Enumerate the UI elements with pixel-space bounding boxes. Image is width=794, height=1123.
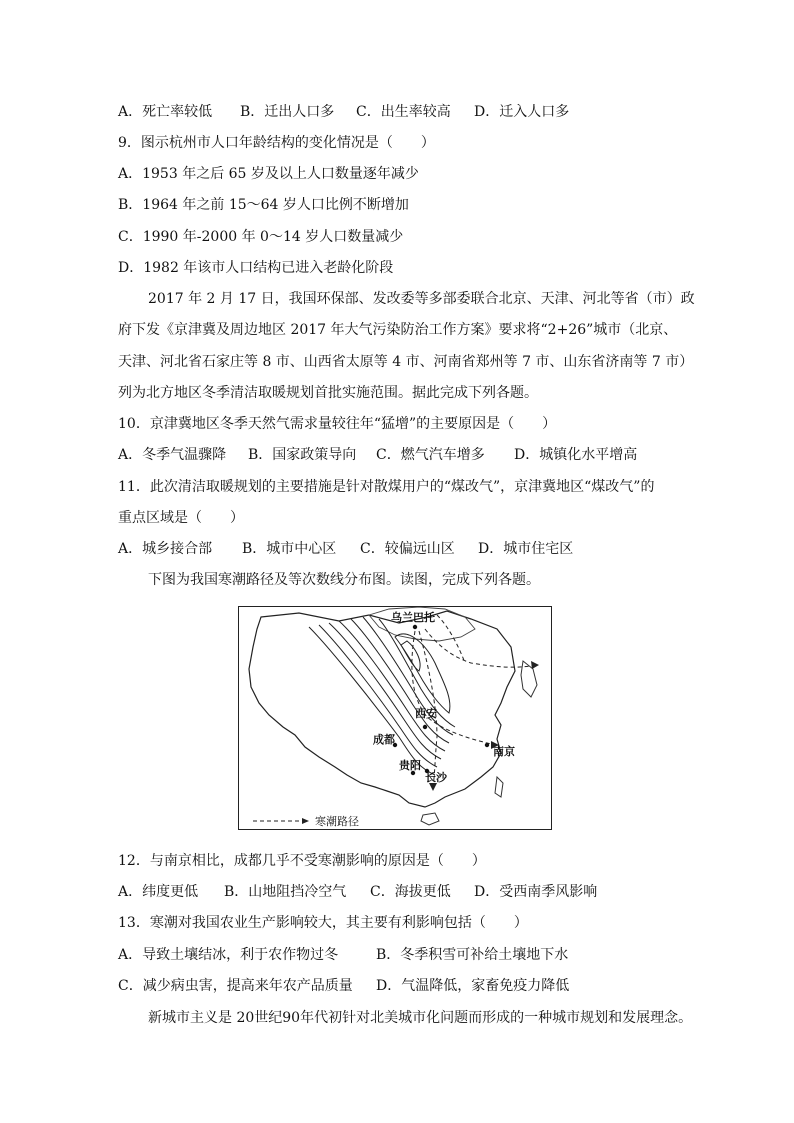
q11-stem-line1: 11．此次清洁取暖规划的主要措施是针对散煤用户的“煤改气”，京津冀地区“煤改气”的 [118,479,655,495]
map-intro: 下图为我国寒潮路径及等次数线分布图。读图，完成下列各题。 [148,572,540,588]
q10-option-a: A．冬季气温骤降 [118,447,227,463]
isoline-small-loop [401,641,420,671]
isoline-1 [309,627,435,775]
q8-option-b: B．迁出人口多 [240,104,335,120]
q12-option-a: A．纬度更低 [118,884,199,900]
q10-option-c: C．燃气汽车增多 [376,447,485,463]
q8-option-a: A．死亡率较低 [118,104,213,120]
legend-arrow-head [302,818,309,824]
legend-label: 寒潮路径 [315,815,359,828]
q11-option-c: C．较偏远山区 [360,541,455,557]
china-outline [249,611,515,807]
passage1-line1: 2017 年 2 月 17 日，我国环保部、发改委等多部委联合北京、天津、河北等省（市）政 [148,291,695,307]
city-label-chengdu: 成都 [373,733,395,746]
q10-option-d: D．城镇化水平增高 [514,447,638,463]
passage2: 新城市主义是 20世纪90年代初针对北美城市化问题而形成的一种城市规划和发展理念。 [148,1010,693,1026]
city-label-xian: 西安 [415,707,437,720]
q9-option-b: B．1964 年之前 15～64 岁人口比例不断增加 [118,197,409,213]
q10-stem: 10．京津冀地区冬季天然气需求量较往年“猛增”的主要原因是（ ） [118,416,557,432]
city-label-wulanbatuo: 乌兰巴托 [391,611,435,624]
q8-option-c: C．出生率较高 [356,104,451,120]
q12-option-c: C．海拔更低 [370,884,451,900]
arrow-head-east [531,661,539,669]
q13-option-a: A．导致土壤结冰，利于农作物过冬 [118,947,339,963]
q8-option-d: D．迁入人口多 [474,104,570,120]
city-label-guiyang: 贵阳 [399,759,421,772]
q11-stem-line2: 重点区域是（ ） [118,510,244,526]
hainan-outline [421,813,439,825]
q9-stem: 9．图示杭州市人口年龄结构的变化情况是（ ） [118,135,435,151]
passage1-line4: 列为北方地区冬季清洁取暖规划首批实施范围。据此完成下列各题。 [118,385,538,401]
q9-option-c: C．1990 年-2000 年 0～14 岁人口数量减少 [118,229,404,245]
city-label-nanjing: 南京 [493,745,515,758]
cold-wave-path-east [425,629,537,667]
q13-stem: 13．寒潮对我国农业生产影响较大，其主要有利影响包括（ ） [118,915,528,931]
taiwan-outline [495,777,503,797]
city-label-changsha: 长沙 [425,771,447,784]
passage1-line3: 天津、河北省石家庄等 8 市、山西省太原等 4 市、河南省郑州等 7 市、山东省济南等 7 市） [118,354,694,370]
q13-option-d: D．气温降低，家畜免疫力降低 [376,978,570,994]
q10-option-b: B．国家政策导向 [248,447,357,463]
passage1-line2: 府下发《京津冀及周边地区 2017 年大气污染防治工作方案》要求将“2+26”城市（北京、 [118,322,678,338]
q11-option-a: A．城乡接合部 [118,541,213,557]
city-dot-xian [423,725,427,729]
cold-wave-map [238,606,552,830]
city-dot-wulanbatuo [413,625,417,629]
q11-option-d: D．城市住宅区 [478,541,574,557]
q9-option-a: A．1953 年之后 65 岁及以上人口数量逐年减少 [118,166,419,182]
cold-wave-map-drawing [239,607,552,830]
q12-stem: 12．与南京相比，成都几乎不受寒潮影响的原因是（ ） [118,853,486,869]
q9-option-d: D．1982 年该市人口结构已进入老龄化阶段 [118,260,394,276]
q11-option-b: B．城市中心区 [242,541,337,557]
q12-option-d: D．受西南季风影响 [474,884,598,900]
q12-option-b: B．山地阻挡冷空气 [224,884,347,900]
q13-option-b: B．冬季积雪可补给土壤地下水 [376,947,569,963]
city-dot-nanjing [485,743,489,747]
q13-option-c: C．减少病虫害，提高来年农产品质量 [118,978,353,994]
